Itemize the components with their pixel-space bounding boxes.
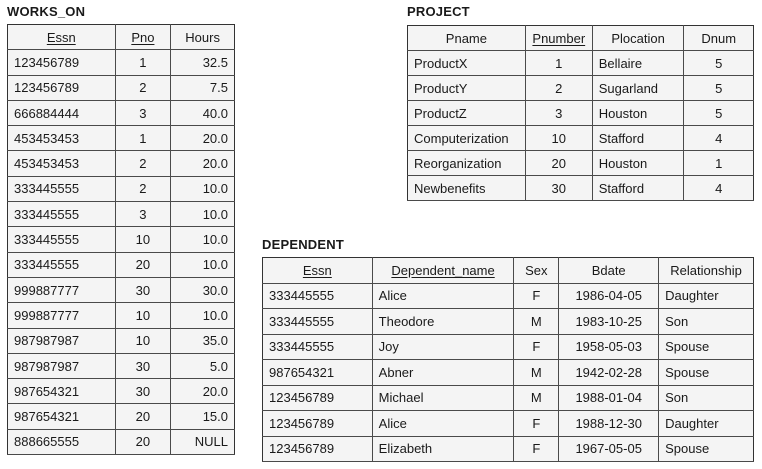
cell-essn: 453453453 <box>8 126 116 151</box>
table-row <box>408 101 754 126</box>
cell-hours: 40.0 <box>171 100 235 125</box>
cell-sex: M <box>514 385 559 411</box>
cell-pnumber: 3 <box>525 101 592 126</box>
cell-pno: 1 <box>115 50 171 75</box>
cell-dnum: 4 <box>684 176 754 201</box>
cell-relationship: Son <box>659 309 754 335</box>
cell-hours: 10.0 <box>171 252 235 277</box>
cell-bdate: 1986-04-05 <box>559 283 659 309</box>
cell-plocation: Houston <box>592 101 684 126</box>
cell-essn: 987654321 <box>8 379 116 404</box>
cell-hours: 15.0 <box>171 404 235 429</box>
cell-essn: 999887777 <box>8 277 116 302</box>
cell-hours: 35.0 <box>171 328 235 353</box>
cell-plocation: Bellaire <box>592 51 684 76</box>
cell-pno: 20 <box>115 429 171 454</box>
cell-pno: 30 <box>115 277 171 302</box>
column-header-pname: Pname <box>408 26 526 51</box>
table-row <box>8 277 235 302</box>
cell-pnumber: 2 <box>525 76 592 101</box>
table-row <box>8 328 235 353</box>
cell-sex: F <box>514 334 559 360</box>
cell-essn: 333445555 <box>8 176 116 201</box>
cell-relationship: Daughter <box>659 283 754 309</box>
cell-hours: 10.0 <box>171 176 235 201</box>
table-row <box>263 411 754 437</box>
cell-hours: 5.0 <box>171 353 235 378</box>
cell-dependent-name: Michael <box>372 385 514 411</box>
column-header-relationship: Relationship <box>659 258 754 284</box>
cell-hours: 20.0 <box>171 379 235 404</box>
cell-plocation: Houston <box>592 151 684 176</box>
column-header-pnumber: Pnumber <box>525 26 592 51</box>
table-row <box>8 50 235 75</box>
cell-essn: 888665555 <box>8 429 116 454</box>
cell-relationship: Son <box>659 385 754 411</box>
table-row <box>8 303 235 328</box>
table-row <box>263 385 754 411</box>
table-row <box>263 283 754 309</box>
cell-pname: Computerization <box>408 126 526 151</box>
table-row <box>408 51 754 76</box>
column-header-essn: Essn <box>263 258 373 284</box>
cell-hours: 30.0 <box>171 277 235 302</box>
column-header-dnum: Dnum <box>684 26 754 51</box>
table-row <box>8 227 235 252</box>
cell-relationship: Daughter <box>659 411 754 437</box>
cell-bdate: 1967-05-05 <box>559 436 659 462</box>
cell-pno: 10 <box>115 227 171 252</box>
cell-hours: 32.5 <box>171 50 235 75</box>
cell-essn: 999887777 <box>8 303 116 328</box>
cell-plocation: Sugarland <box>592 76 684 101</box>
cell-essn: 987654321 <box>263 360 373 386</box>
cell-hours: 20.0 <box>171 126 235 151</box>
cell-dependent-name: Alice <box>372 411 514 437</box>
cell-pno: 10 <box>115 303 171 328</box>
cell-hours: 10.0 <box>171 303 235 328</box>
cell-essn: 666884444 <box>8 100 116 125</box>
cell-pname: Reorganization <box>408 151 526 176</box>
table-row <box>8 151 235 176</box>
cell-plocation: Stafford <box>592 126 684 151</box>
cell-bdate: 1983-10-25 <box>559 309 659 335</box>
cell-dependent-name: Elizabeth <box>372 436 514 462</box>
cell-sex: F <box>514 436 559 462</box>
cell-essn: 987987987 <box>8 353 116 378</box>
cell-sex: M <box>514 309 559 335</box>
cell-plocation: Stafford <box>592 176 684 201</box>
cell-pno: 30 <box>115 353 171 378</box>
cell-pnumber: 10 <box>525 126 592 151</box>
cell-essn: 123456789 <box>8 50 116 75</box>
cell-hours: 7.5 <box>171 75 235 100</box>
cell-pno: 2 <box>115 75 171 100</box>
cell-hours: 20.0 <box>171 151 235 176</box>
table-row <box>408 126 754 151</box>
cell-pnumber: 1 <box>525 51 592 76</box>
cell-pno: 20 <box>115 252 171 277</box>
column-header-pno: Pno <box>115 25 171 50</box>
column-header-bdate: Bdate <box>559 258 659 284</box>
cell-essn: 333445555 <box>263 309 373 335</box>
cell-pno: 2 <box>115 176 171 201</box>
cell-relationship: Spouse <box>659 334 754 360</box>
cell-sex: F <box>514 283 559 309</box>
cell-pno: 30 <box>115 379 171 404</box>
column-header-sex: Sex <box>514 258 559 284</box>
table-header-row <box>8 25 235 50</box>
table-row <box>8 176 235 201</box>
cell-pno: 3 <box>115 202 171 227</box>
column-header-plocation: Plocation <box>592 26 684 51</box>
table-row <box>8 202 235 227</box>
cell-essn: 333445555 <box>8 252 116 277</box>
table-row <box>263 334 754 360</box>
dependent-table <box>262 257 754 462</box>
column-header-hours: Hours <box>171 25 235 50</box>
cell-essn: 123456789 <box>263 436 373 462</box>
cell-sex: M <box>514 360 559 386</box>
table-row <box>263 360 754 386</box>
table-header-row <box>408 26 754 51</box>
cell-relationship: Spouse <box>659 360 754 386</box>
table-row <box>263 309 754 335</box>
cell-pno: 1 <box>115 126 171 151</box>
cell-essn: 987654321 <box>8 404 116 429</box>
cell-dependent-name: Joy <box>372 334 514 360</box>
cell-essn: 333445555 <box>8 202 116 227</box>
cell-dnum: 5 <box>684 76 754 101</box>
cell-essn: 333445555 <box>263 334 373 360</box>
cell-essn: 123456789 <box>8 75 116 100</box>
project-title: PROJECT <box>407 4 470 19</box>
table-row <box>408 151 754 176</box>
cell-pname: ProductX <box>408 51 526 76</box>
table-row <box>408 76 754 101</box>
cell-essn: 333445555 <box>263 283 373 309</box>
cell-relationship: Spouse <box>659 436 754 462</box>
table-row <box>8 404 235 429</box>
cell-pname: ProductZ <box>408 101 526 126</box>
cell-dnum: 1 <box>684 151 754 176</box>
cell-essn: 987987987 <box>8 328 116 353</box>
column-header-essn: Essn <box>8 25 116 50</box>
table-row <box>408 176 754 201</box>
cell-dependent-name: Abner <box>372 360 514 386</box>
cell-pno: 2 <box>115 151 171 176</box>
cell-essn: 333445555 <box>8 227 116 252</box>
cell-bdate: 1988-01-04 <box>559 385 659 411</box>
table-row <box>8 75 235 100</box>
works-on-table <box>7 24 235 455</box>
cell-pname: Newbenefits <box>408 176 526 201</box>
cell-essn: 123456789 <box>263 385 373 411</box>
cell-hours: 10.0 <box>171 202 235 227</box>
cell-sex: F <box>514 411 559 437</box>
project-table <box>407 25 754 201</box>
cell-dependent-name: Alice <box>372 283 514 309</box>
cell-hours: 10.0 <box>171 227 235 252</box>
table-row <box>263 436 754 462</box>
column-header-dependent-name: Dependent_name <box>372 258 514 284</box>
cell-pno: 20 <box>115 404 171 429</box>
cell-dnum: 4 <box>684 126 754 151</box>
cell-dnum: 5 <box>684 101 754 126</box>
works-on-title: WORKS_ON <box>7 4 86 19</box>
cell-dependent-name: Theodore <box>372 309 514 335</box>
cell-essn: 453453453 <box>8 151 116 176</box>
cell-pname: ProductY <box>408 76 526 101</box>
cell-bdate: 1988-12-30 <box>559 411 659 437</box>
table-row <box>8 252 235 277</box>
cell-pno: 10 <box>115 328 171 353</box>
cell-essn: 123456789 <box>263 411 373 437</box>
table-row <box>8 353 235 378</box>
table-row <box>8 126 235 151</box>
cell-bdate: 1942-02-28 <box>559 360 659 386</box>
cell-dnum: 5 <box>684 51 754 76</box>
dependent-title: DEPENDENT <box>262 237 344 252</box>
cell-pnumber: 20 <box>525 151 592 176</box>
cell-bdate: 1958-05-03 <box>559 334 659 360</box>
cell-pno: 3 <box>115 100 171 125</box>
table-header-row <box>263 258 754 284</box>
table-row <box>8 100 235 125</box>
cell-pnumber: 30 <box>525 176 592 201</box>
table-row <box>8 429 235 454</box>
cell-hours: NULL <box>171 429 235 454</box>
table-row <box>8 379 235 404</box>
